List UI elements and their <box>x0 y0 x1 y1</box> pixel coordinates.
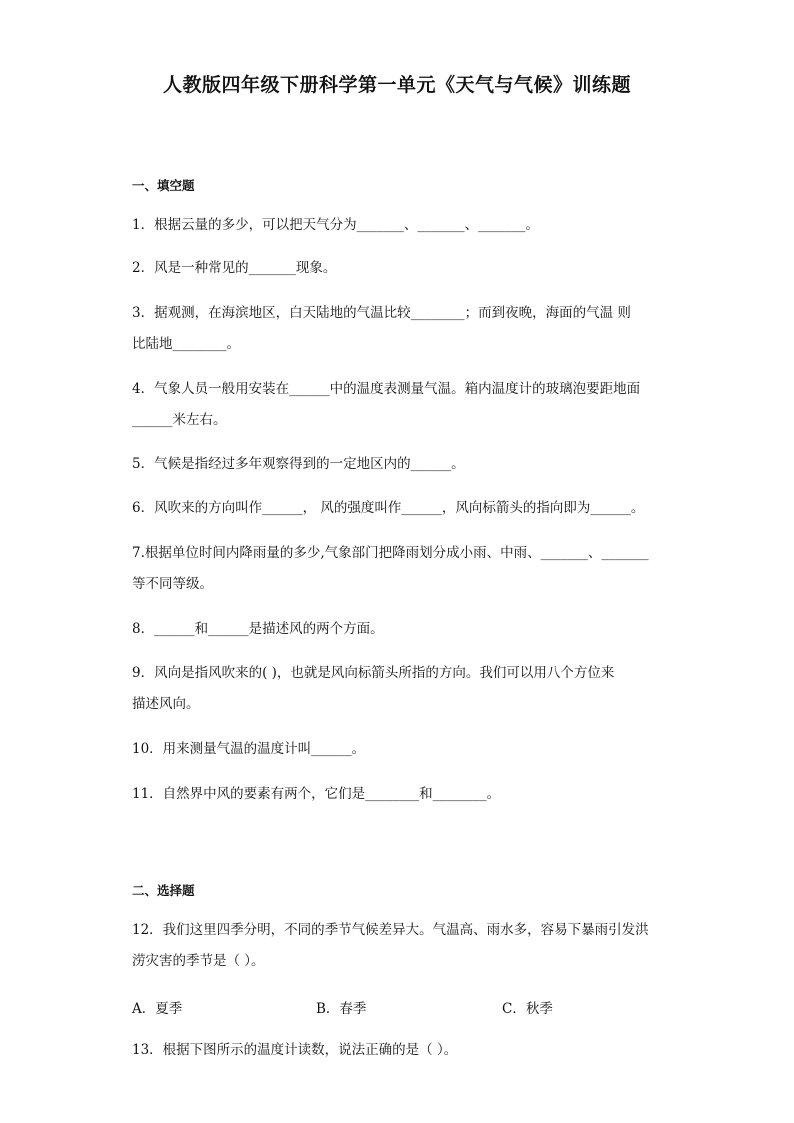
section-heading-fill-in: 一、填空题 <box>132 178 195 193</box>
question-7-line-2: 等不同等级。 <box>132 576 213 592</box>
question-8: 8．______和______是描述风的两个方面。 <box>132 621 384 637</box>
question-10: 10．用来测量气温的温度计叫______。 <box>132 741 366 757</box>
question-9-line-2: 描述风向。 <box>132 696 200 712</box>
question-12-option-b: B．春季 <box>316 1001 367 1017</box>
question-3-line-2: 比陆地________。 <box>132 336 240 352</box>
question-7-line-1: 7.根据单位时间内降雨量的多少,气象部门把降雨划分成小雨、中雨、_______、_______ <box>132 545 649 561</box>
question-3-line-1: 3．据观测，在海滨地区，白天陆地的气温比较________；而到夜晚，海面的气温 则 <box>132 305 631 321</box>
question-12-option-c: C．秋季 <box>502 1001 553 1017</box>
question-12-line-2: 涝灾害的季节是（ ）。 <box>132 953 265 969</box>
question-5: 5．气候是指经过多年观察得到的一定地区内的______。 <box>132 456 465 472</box>
question-6: 6．风吹来的方向叫作______， 风的强度叫作______，风向标箭头的指向即为______。 <box>132 500 645 516</box>
question-4-line-1: 4．气象人员一般用安装在______中的温度表测量气温。箱内温度计的玻璃泡要距地面 <box>132 381 641 397</box>
question-9-line-1: 9．风向是指风吹来的( )，也就是风向标箭头所指的方向。我们可以用八个方位来 <box>132 665 615 681</box>
question-12-option-a: A．夏季 <box>132 1001 183 1017</box>
question-11: 11．自然界中风的要素有两个，它们是________和________。 <box>132 786 501 802</box>
question-2: 2．风是一种常见的_______现象。 <box>132 260 337 276</box>
question-4-line-2: ______米左右。 <box>132 412 227 428</box>
question-13: 13．根据下图所示的温度计读数，说法正确的是（ ）。 <box>132 1042 458 1058</box>
question-12-line-1: 12．我们这里四季分明，不同的季节气候差异大。气温高、雨水多，容易下暴雨引发洪 <box>132 922 649 938</box>
question-1: 1．根据云量的多少，可以把天气分为_______、_______、_______。 <box>132 217 539 233</box>
page-title: 人教版四年级下册科学第一单元《天气与气候》训练题 <box>162 74 631 96</box>
section-heading-multiple-choice: 二、选择题 <box>132 883 195 898</box>
